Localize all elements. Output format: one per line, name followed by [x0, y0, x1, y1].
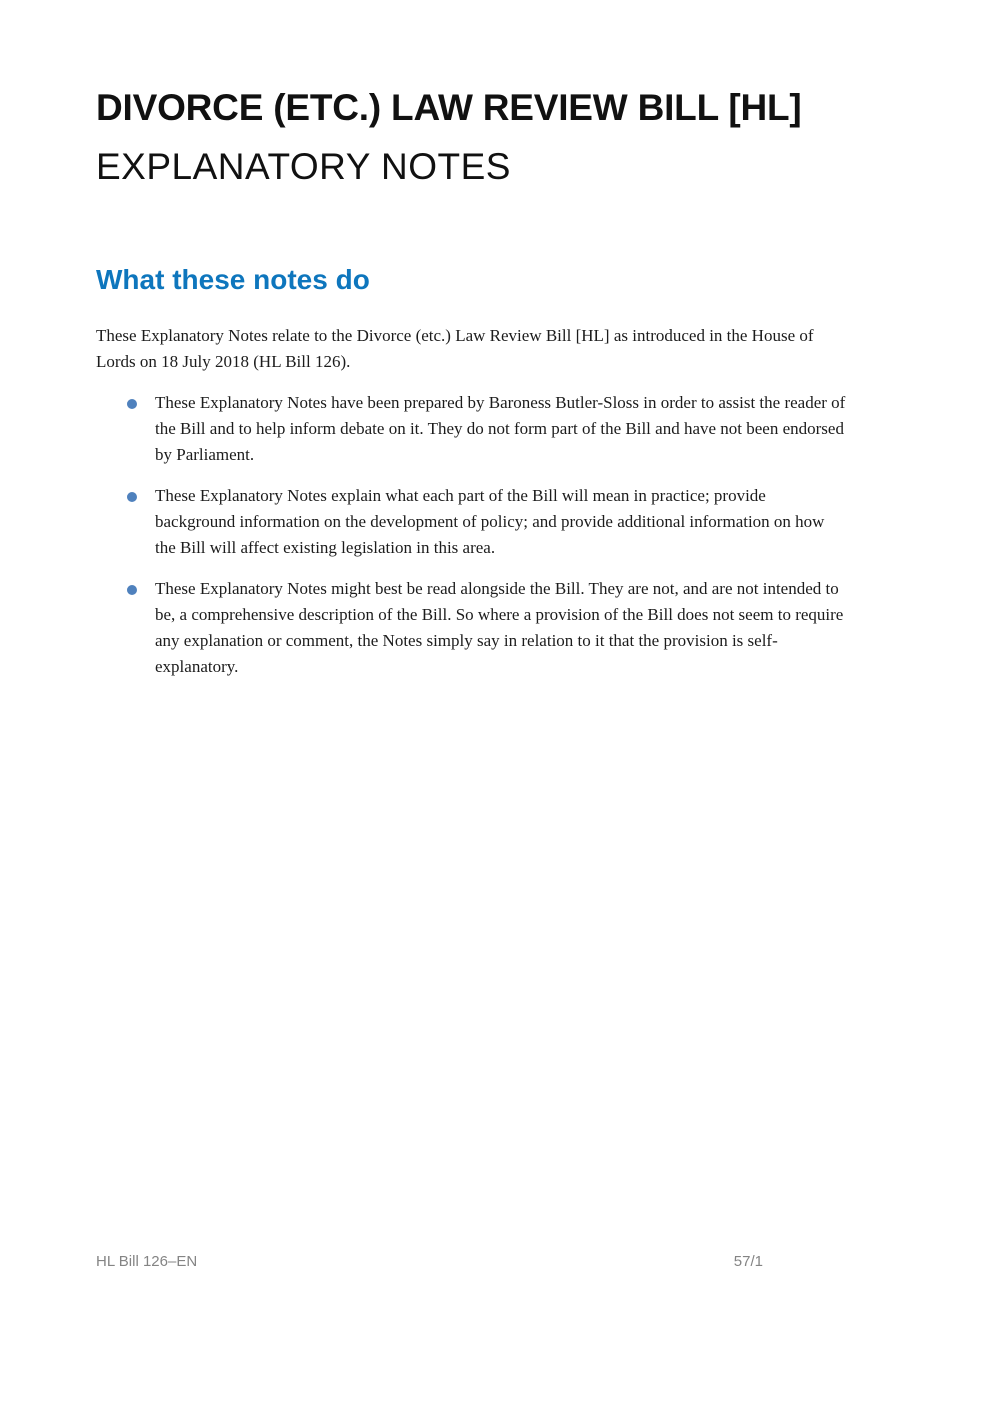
footer-bill-reference: HL Bill 126–EN — [96, 1253, 198, 1270]
footer-page-number: 57/1 — [733, 1253, 763, 1270]
bullet-marker-icon — [127, 585, 137, 595]
notes-bullet-list — [96, 390, 847, 680]
page-footer — [96, 1253, 763, 1270]
bullet-text: These Explanatory Notes explain what each part of the Bill will mean in practice; provide background information on the development of policy; and provide additional information on how the Bill will affect existing legislation in this area. — [155, 486, 825, 558]
doc-subtitle: EXPLANATORY NOTES — [96, 145, 511, 187]
bullet-item — [96, 576, 847, 680]
bullet-text: These Explanatory Notes have been prepared by Baroness Butler-Sloss in order to assist the reader of the Bill and to help inform debate on it. They do not form part of the Bill and have not been endorsed by Parliament. — [155, 393, 846, 465]
bullet-item — [96, 483, 847, 561]
bullet-marker-icon — [127, 399, 137, 409]
bullet-text: These Explanatory Notes might best be read alongside the Bill. They are not, and are not intended to be, a comprehensive description of the Bill. So where a provision of the Bill does not seem to require any explanation or comment, the Notes simply say in relation to it that the provision is self-explanatory. — [155, 579, 844, 677]
intro-paragraph: These Explanatory Notes relate to the Divorce (etc.) Law Review Bill [HL] as introduced in the House of Lords on 18 July 2018 (HL Bill 126). — [96, 326, 814, 372]
bullet-marker-icon — [127, 492, 137, 502]
bullet-item — [96, 390, 847, 468]
section-heading: What these notes do — [96, 264, 370, 296]
bill-title: DIVORCE (ETC.) LAW REVIEW BILL [HL] — [96, 87, 802, 128]
